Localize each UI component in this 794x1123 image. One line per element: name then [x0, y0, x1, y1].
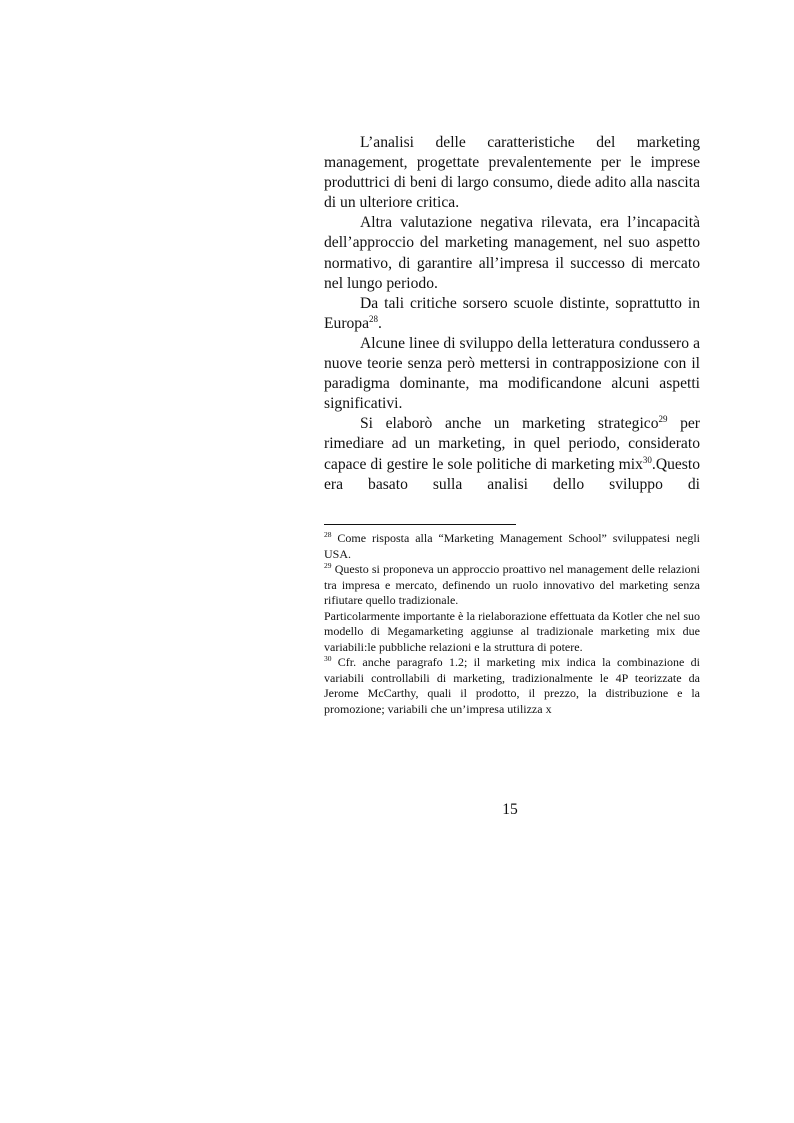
footnote-ref[interactable]: 30: [642, 454, 652, 465]
paragraph-text: Si elaborò anche un marketing strategico: [360, 415, 659, 433]
paragraph: Alcune linee di sviluppo della letteratura condussero a nuove teorie senza però mettersi in contrapposizione con il paradigma dominante, ma modificandone alcuni aspetti significativi.: [324, 334, 700, 413]
footnotes: [324, 531, 700, 734]
footnote-number: 30: [324, 654, 332, 663]
paragraph: L’analisi delle caratteristiche del marketing management, progettate prevalentemente per le imprese produttrici di beni di largo consumo, diede adito alla nascita di un ulteriore critica.: [324, 134, 700, 212]
footnote: [324, 609, 700, 656]
paragraph-text: .: [378, 314, 382, 332]
footnote-number: 28: [324, 531, 332, 539]
footnote: [324, 655, 700, 717]
footnote-text: Particolarmente importante è la rielaborazione effettuata da Kotler che nel suo modello di Megamarketing aggiunse al tradizionale marketing mix due variabili:le pubbliche relazioni e la struttura di potere.: [324, 608, 700, 654]
page-number: 15: [502, 801, 518, 818]
footnote-text: Cfr. anche paragrafo 1.2; il marketing mix indica la combinazione di variabili controllabili di marketing, tradizionalmente le 4P teorizzate da Jerome McCarthy, quali il prodotto, il prezzo, la distribuzione e la promozione; variabili che un’impresa utilizza x: [324, 655, 700, 716]
footnote-text: Questo si proponeva un approccio proattivo nel management delle relazioni tra impresa e mercato, definendo un ruolo innovativo del marketing senza rifiutare quello tradizionale.: [324, 562, 700, 607]
paragraph-text: .Questo era basato sulla analisi dello sviluppo di: [324, 455, 700, 493]
body-text: [324, 133, 700, 495]
footnote-ref[interactable]: 28: [369, 313, 379, 324]
paragraph-text: per rimediare ad un marketing, in quel periodo, considerato capace di gestire le sole politiche di marketing mix: [324, 415, 700, 473]
footnote-number: 29: [324, 561, 332, 570]
paragraph: Altra valutazione negativa rilevata, era l’incapacità dell’approccio del marketing management, nel suo aspetto normativo, di garantire all’impresa il successo di mercato nel lungo periodo.: [324, 214, 700, 292]
paragraph: [324, 414, 700, 494]
footnote-separator: [324, 524, 516, 525]
footnote: [324, 531, 700, 562]
paragraph-text: Da tali critiche sorsero scuole distinte, soprattutto in Europa: [324, 294, 700, 332]
paragraph: [324, 294, 700, 334]
footnote: [324, 562, 700, 609]
footnote-ref[interactable]: 29: [658, 414, 668, 425]
footnote-text: Come risposta alla “Marketing Management School” sviluppatesi negli USA.: [324, 531, 700, 561]
